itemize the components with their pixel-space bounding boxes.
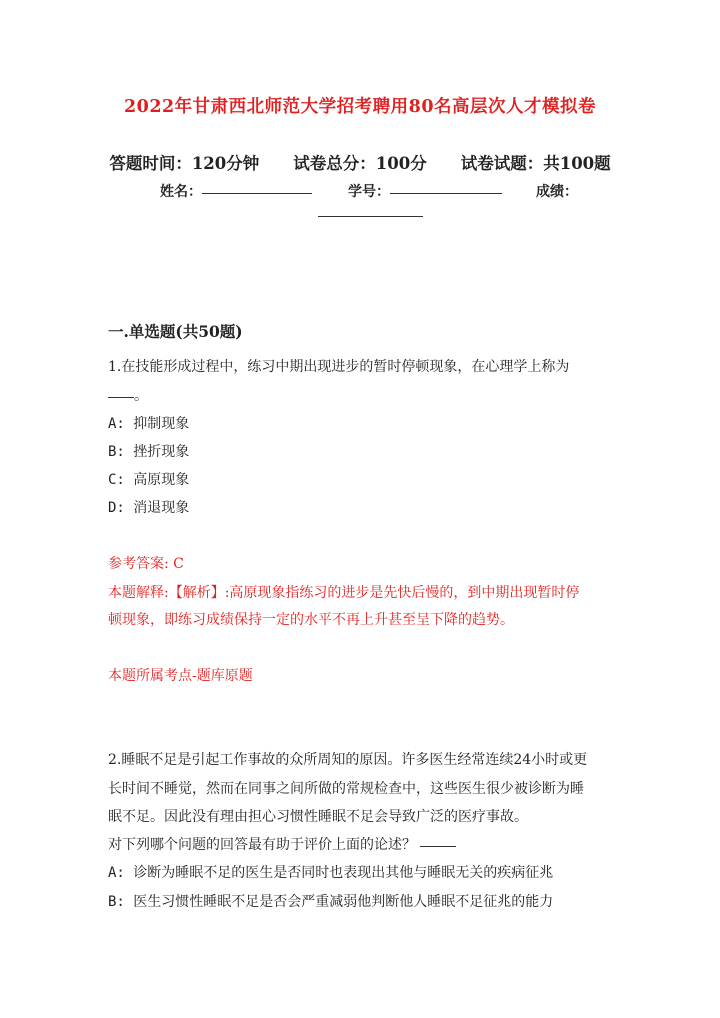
q2-question-text: 对下列哪个问题的回答最有助于评价上面的论述？ <box>108 837 416 853</box>
exam-total-score: 试卷总分：100分 <box>293 154 427 173</box>
q2-stem-line2: 长时间不睡觉，然而在同事之间所做的常规检查中，这些医生很少被诊断为睡 <box>108 781 584 797</box>
q1-answer: 参考答案: C <box>108 556 184 572</box>
exam-time: 答题时间：120分钟 <box>109 154 260 173</box>
student-id-blank <box>390 192 502 194</box>
q1-stem-line1: 1.在技能形成过程中，练习中期出现进步的暂时停顿现象，在心理学上称为 <box>108 359 570 375</box>
q2-answer-blank <box>420 845 456 847</box>
q1-explanation-line1: 本题解释:【解析】:高原现象指练习的进步是先快后慢的，到中期出现暂时停 <box>108 585 580 601</box>
q1-stem-end: 。 <box>134 388 148 404</box>
q1-explanation-line2: 顿现象，即练习成绩保持一定的水平不再上升甚至呈下降的趋势。 <box>108 612 514 628</box>
name-blank <box>202 192 312 194</box>
q2-stem-line1: 2.睡眠不足是引起工作事故的众所周知的原因。许多医生经常连续24小时或更 <box>108 752 588 768</box>
q1-option-c: C: 高原现象 <box>108 472 190 488</box>
student-info <box>160 181 578 201</box>
score-blank <box>318 216 423 217</box>
q1-source: 本题所属考点-题库原题 <box>108 668 253 684</box>
q2-option-b: B: 医生习惯性睡眠不足是否会严重减弱他判断他人睡眠不足征兆的能力 <box>108 894 554 910</box>
q1-option-b: B: 挫折现象 <box>108 444 190 460</box>
section-title: 一.单选题(共50题) <box>108 322 243 341</box>
score-label: 成绩： <box>536 184 578 200</box>
exam-total-questions: 试卷试题：共100题 <box>460 154 611 173</box>
q2-stem-line3: 眠不足。因此没有理由担心习惯性睡眠不足会导致广泛的医疗事故。 <box>108 809 528 825</box>
q2-stem-line4 <box>108 834 456 854</box>
q1-option-a: A: 抑制现象 <box>108 416 190 432</box>
student-id-label: 学号： <box>348 184 390 200</box>
q1-answer-blank <box>108 396 134 398</box>
name-label: 姓名： <box>160 184 202 200</box>
q1-stem-line2 <box>108 385 148 405</box>
page-title: 2022年甘肃西北师范大学招考聘用80名高层次人才模拟卷 <box>123 97 597 117</box>
q1-option-d: D: 消退现象 <box>108 500 190 516</box>
q2-option-a: A: 诊断为睡眠不足的医生是否同时也表现出其他与睡眠无关的疾病征兆 <box>108 865 554 881</box>
exam-meta <box>0 150 720 174</box>
